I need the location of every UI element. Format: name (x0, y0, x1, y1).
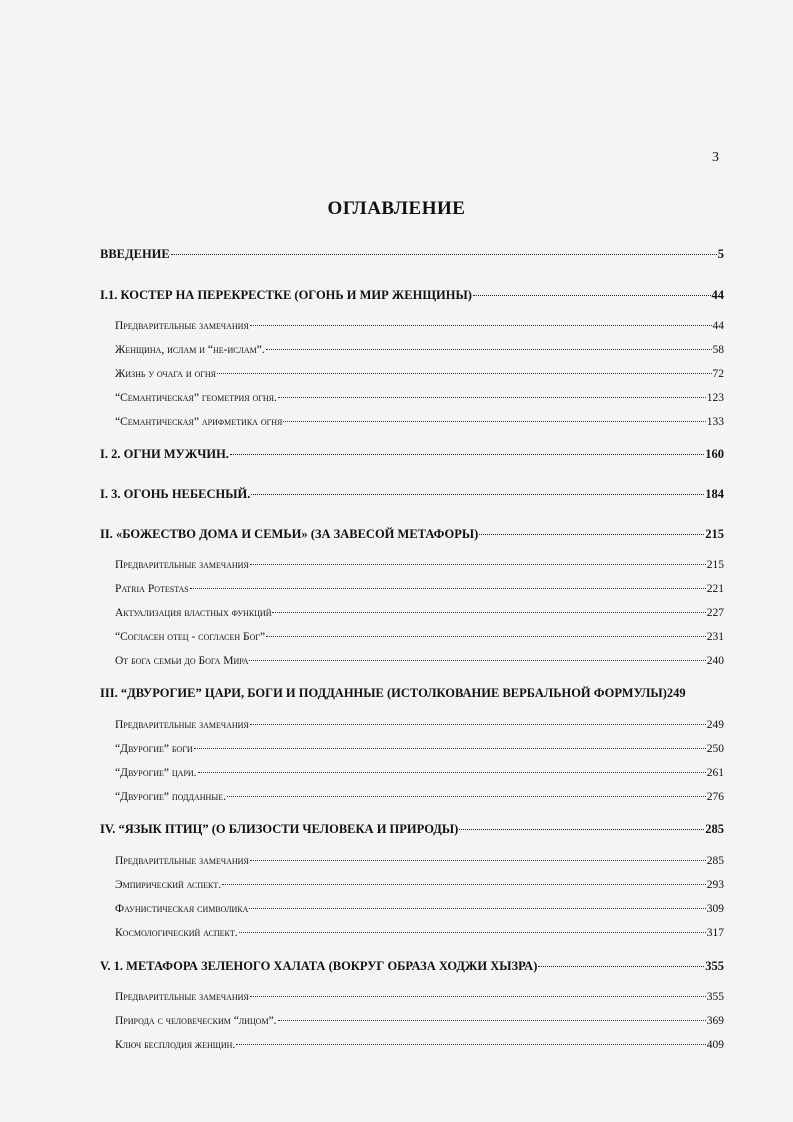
toc-entry-label: “Семантическая” геометрия огня. (115, 392, 277, 404)
toc-entry[interactable] (115, 876, 724, 894)
dot-leader (198, 771, 706, 773)
dot-leader (250, 723, 706, 725)
toc-entry-label: Эмпирический аспект. (115, 879, 222, 891)
page-number: 3 (712, 150, 719, 165)
toc-entry[interactable] (115, 988, 724, 1006)
dot-leader (473, 294, 711, 296)
toc-entry-label: Предварительные замечания (115, 559, 249, 571)
toc-entry-label: От бога семьи до Бога Мира (115, 655, 249, 667)
toc-entry[interactable] (115, 389, 724, 407)
dot-leader (217, 372, 711, 374)
toc-entry[interactable] (115, 740, 724, 758)
toc-entry-label: Космологический аспект. (115, 927, 238, 939)
toc-entry[interactable] (100, 445, 724, 463)
toc-entry[interactable] (115, 716, 724, 734)
toc-entry-page: 227 (706, 607, 724, 619)
toc-entry-page: 215 (706, 559, 724, 571)
toc-entry-page: 293 (706, 879, 724, 891)
toc-entry[interactable] (115, 1036, 724, 1054)
toc-entry-label: Предварительные замечания (115, 719, 249, 731)
toc-entry-label: IV. “ЯЗЫК ПТИЦ” (О БЛИЗОСТИ ЧЕЛОВЕКА И ПРИРОДЫ) (100, 822, 459, 836)
toc-entry-page: 409 (706, 1039, 724, 1051)
dot-leader (236, 1043, 705, 1045)
toc-entry-page: 355 (705, 959, 724, 973)
toc-entry-page: 133 (706, 416, 724, 428)
toc-entry[interactable] (115, 365, 724, 383)
dot-leader (227, 795, 706, 797)
toc-entry[interactable] (115, 652, 724, 670)
toc-entry[interactable] (115, 604, 724, 622)
toc-entry-label: I. 3. ОГОНЬ НЕБЕСНЫЙ. (100, 487, 251, 501)
toc-entry-label: “Двурогие” цари. (115, 767, 197, 779)
toc-entry-label: “Согласен отец - согласен Бог” (115, 631, 266, 643)
dot-leader (251, 493, 704, 495)
toc-entry-page: 276 (706, 791, 724, 803)
toc-entry-label: Предварительные замечания (115, 991, 249, 1003)
dot-leader (459, 828, 704, 830)
toc-entry-page: 355 (706, 991, 724, 1003)
toc-entry[interactable] (100, 525, 724, 543)
dot-leader (250, 324, 712, 326)
toc-entry-page: 184 (705, 487, 724, 501)
toc-entry-page: 285 (705, 822, 724, 836)
toc-entry-page: 285 (706, 855, 724, 867)
page-title: ОГЛАВЛЕНИЕ (327, 198, 466, 219)
toc-entry-page: 369 (706, 1015, 724, 1027)
toc-entry-label: V. 1. МЕТАФОРА ЗЕЛЕНОГО ХАЛАТА (ВОКРУГ ОБРАЗА ХОДЖИ ХЫЗРА) (100, 959, 538, 973)
toc-entry-page: 309 (706, 903, 724, 915)
dot-leader (222, 883, 706, 885)
dot-leader (278, 1019, 706, 1021)
toc-entry-page: 5 (717, 247, 724, 261)
dot-leader (266, 635, 706, 637)
toc-entry-label: “Двурогие” боги (115, 743, 193, 755)
toc-entry-page: 44 (712, 320, 724, 332)
dot-leader (538, 965, 704, 967)
toc-entry-page: 317 (706, 927, 724, 939)
toc-entry-label: Предварительные замечания (115, 320, 249, 332)
toc-entry[interactable] (115, 341, 724, 359)
dot-leader (272, 611, 705, 613)
toc-entry-page: 249 (706, 719, 724, 731)
toc-entry-label: Женщина, ислам и “не-ислам”. (115, 344, 265, 356)
toc-entry-page: 72 (712, 368, 724, 380)
dot-leader (249, 659, 705, 661)
toc-entry-page: 261 (706, 767, 724, 779)
toc-entry[interactable] (115, 852, 724, 870)
dot-leader (479, 533, 704, 535)
dot-leader (239, 931, 706, 933)
toc-entry[interactable] (115, 580, 724, 598)
toc-entry-label: Жизнь у очага и огня (115, 368, 217, 380)
toc-entry[interactable] (115, 628, 724, 646)
toc-entry[interactable] (115, 1012, 724, 1030)
dot-leader (194, 747, 706, 749)
dot-leader (266, 348, 712, 350)
toc-entry-label: Актуализация властных функций (115, 607, 272, 619)
toc-entry-page: 250 (706, 743, 724, 755)
toc-entry[interactable] (100, 245, 724, 263)
toc-entry[interactable] (115, 900, 724, 918)
dot-leader (171, 253, 717, 255)
dot-leader (278, 396, 706, 398)
toc-entry-page: 160 (705, 447, 724, 461)
toc-entry-page: 58 (712, 344, 724, 356)
toc-entry-page: 231 (706, 631, 724, 643)
toc-entry[interactable] (115, 788, 724, 806)
toc-entry[interactable] (115, 317, 724, 335)
toc-entry-page: 215 (705, 527, 724, 541)
toc-entry-label: I.1. КОСТЕР НА ПЕРЕКРЕСТКЕ (ОГОНЬ И МИР ЖЕНЩИНЫ) (100, 288, 472, 302)
toc-entry[interactable] (100, 684, 686, 702)
toc-entry[interactable] (115, 764, 724, 782)
dot-leader (250, 563, 706, 565)
toc-entry-page: 240 (706, 655, 724, 667)
dot-leader (250, 995, 706, 997)
toc-entry-label: I. 2. ОГНИ МУЖЧИН. (100, 447, 229, 461)
dot-leader (190, 587, 706, 589)
toc-entry-label: ВВЕДЕНИЕ (100, 247, 170, 261)
toc-entry-label: Ключ бесплодия женщин. (115, 1039, 236, 1051)
toc-entry-page: 221 (706, 583, 724, 595)
toc-entry-label: II. «БОЖЕСТВО ДОМА И СЕМЬИ» (ЗА ЗАВЕСОЙ МЕТАФОРЫ) (100, 527, 479, 541)
toc-entry-label: Фаунистическая символика (115, 903, 249, 915)
toc-entry[interactable] (115, 556, 724, 574)
dot-leader (250, 859, 706, 861)
dot-leader (283, 420, 705, 422)
toc-entry[interactable] (100, 820, 724, 838)
toc-entry-label: “Двурогие” подданные. (115, 791, 227, 803)
toc-entry-label: Patria Potestas (115, 583, 189, 595)
dot-leader (230, 453, 704, 455)
toc-entry-label: “Семантическая” арифметика огня (115, 416, 283, 428)
toc-entry[interactable] (115, 413, 724, 431)
toc-entry[interactable] (100, 485, 724, 503)
toc-entry-label: Предварительные замечания (115, 855, 249, 867)
toc-entry-label: Природа с человеческим “лицом”. (115, 1015, 277, 1027)
dot-leader (249, 907, 705, 909)
toc-entry-page: 123 (706, 392, 724, 404)
toc-entry-page: 44 (711, 288, 724, 302)
toc-entry-label: III. “ДВУРОГИЕ” ЦАРИ, БОГИ И ПОДДАННЫЕ (ИСТОЛКОВАНИЕ ВЕРБАЛЬНОЙ ФОРМУЛЫ)249 (100, 686, 686, 700)
toc-entry[interactable] (100, 286, 724, 304)
toc-entry[interactable] (100, 957, 724, 975)
toc-entry[interactable] (115, 924, 724, 942)
